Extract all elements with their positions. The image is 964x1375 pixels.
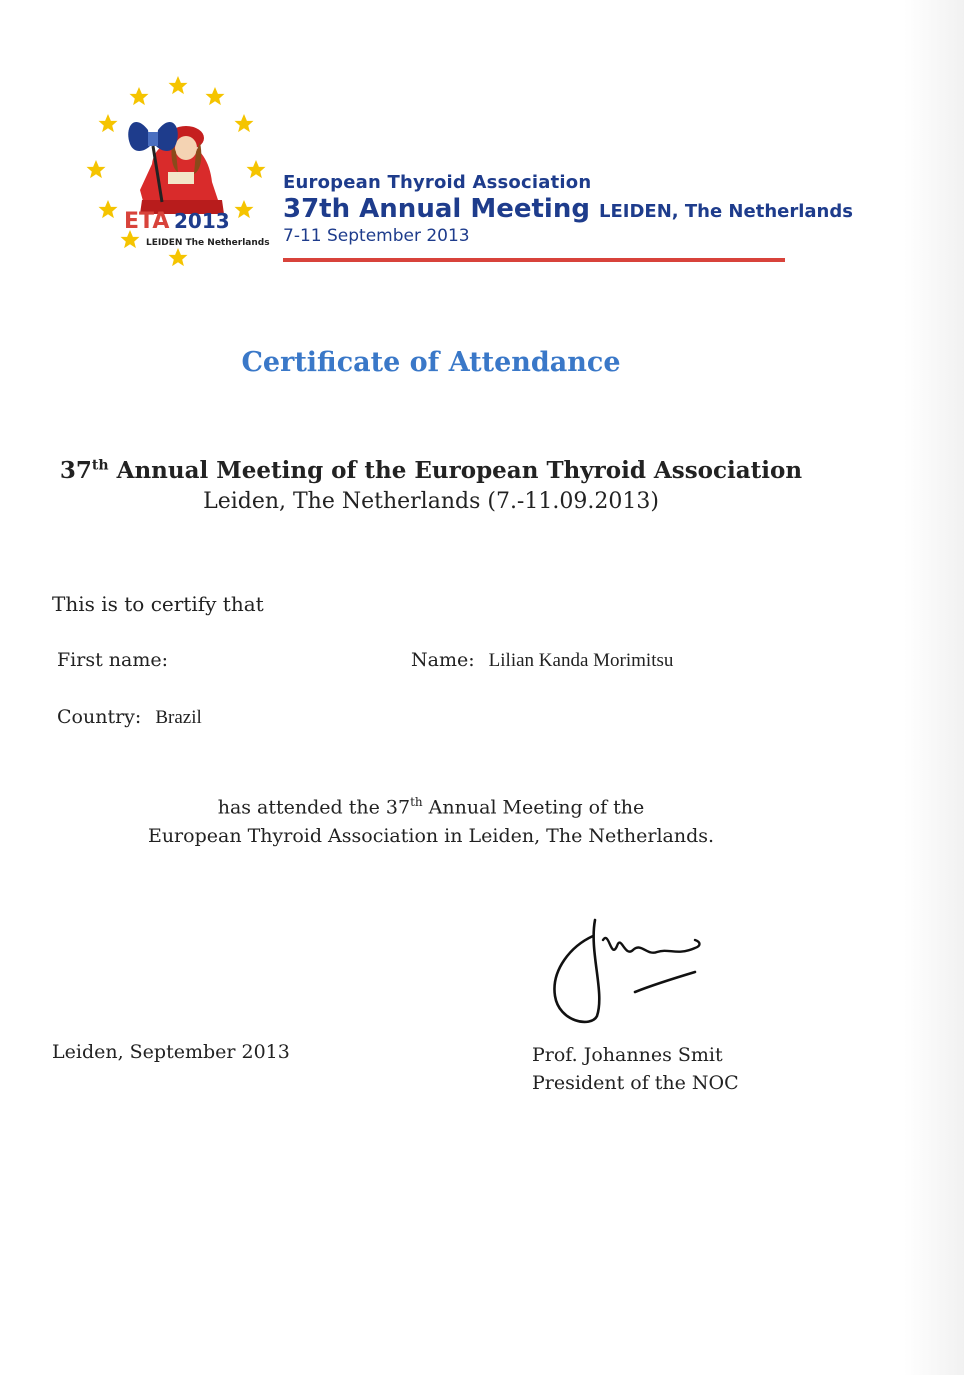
country-value: Brazil [155, 707, 202, 728]
meeting-header [283, 172, 853, 246]
name-value: Lilian Kanda Morimitsu [488, 650, 674, 671]
attended-post: Annual Meeting of the [422, 796, 645, 819]
attended-pre: has attended the 37 [217, 796, 411, 819]
signer-block [532, 1041, 739, 1097]
signer-title: President of the NOC [532, 1072, 739, 1094]
attendance-line-1 [0, 788, 862, 822]
attendance-line-2: European Thyroid Association in Leiden, The Netherlands. [147, 825, 715, 848]
meeting-subtitle: Leiden, The Netherlands (7.-11.09.2013) [203, 489, 659, 514]
name-field [411, 649, 673, 672]
meeting-ordinal-suffix: th [91, 457, 109, 474]
eta-logo [82, 72, 272, 272]
header-divider [283, 258, 785, 262]
meeting-full-title [0, 457, 862, 484]
signer-name: Prof. Johannes Smit [532, 1044, 723, 1066]
eta-logo-location: LEIDEN The Netherlands [146, 238, 270, 248]
eta-logo-graphic [82, 72, 272, 272]
certify-text: This is to certify that [52, 592, 264, 616]
meeting-ordinal-num: 37 [59, 457, 92, 484]
handwritten-signature-icon [545, 912, 715, 1027]
attended-suffix: th [410, 795, 423, 809]
eta-logo-letters: ETA [124, 209, 170, 234]
header-meeting [283, 194, 853, 224]
meeting-title-rest: Annual Meeting of the European Thyroid Association [116, 457, 803, 484]
country-label: Country: [57, 706, 142, 728]
signature [545, 912, 715, 1027]
eta-logo-year: 2013 [174, 209, 230, 233]
first-name-label: First name: [57, 649, 168, 671]
page-edge-shadow [904, 0, 964, 1375]
header-organization: European Thyroid Association [283, 172, 592, 193]
header-location: LEIDEN, The Netherlands [599, 201, 853, 222]
country-field [57, 706, 202, 729]
first-name-field [57, 649, 176, 672]
name-label: Name: [411, 649, 475, 671]
header-meeting-title: 37th Annual Meeting [283, 194, 590, 224]
certificate-title: Certificate of Attendance [241, 347, 621, 378]
attendance-statement [0, 788, 862, 851]
header-dates: 7-11 September 2013 [283, 226, 470, 246]
place-date: Leiden, September 2013 [52, 1041, 290, 1063]
